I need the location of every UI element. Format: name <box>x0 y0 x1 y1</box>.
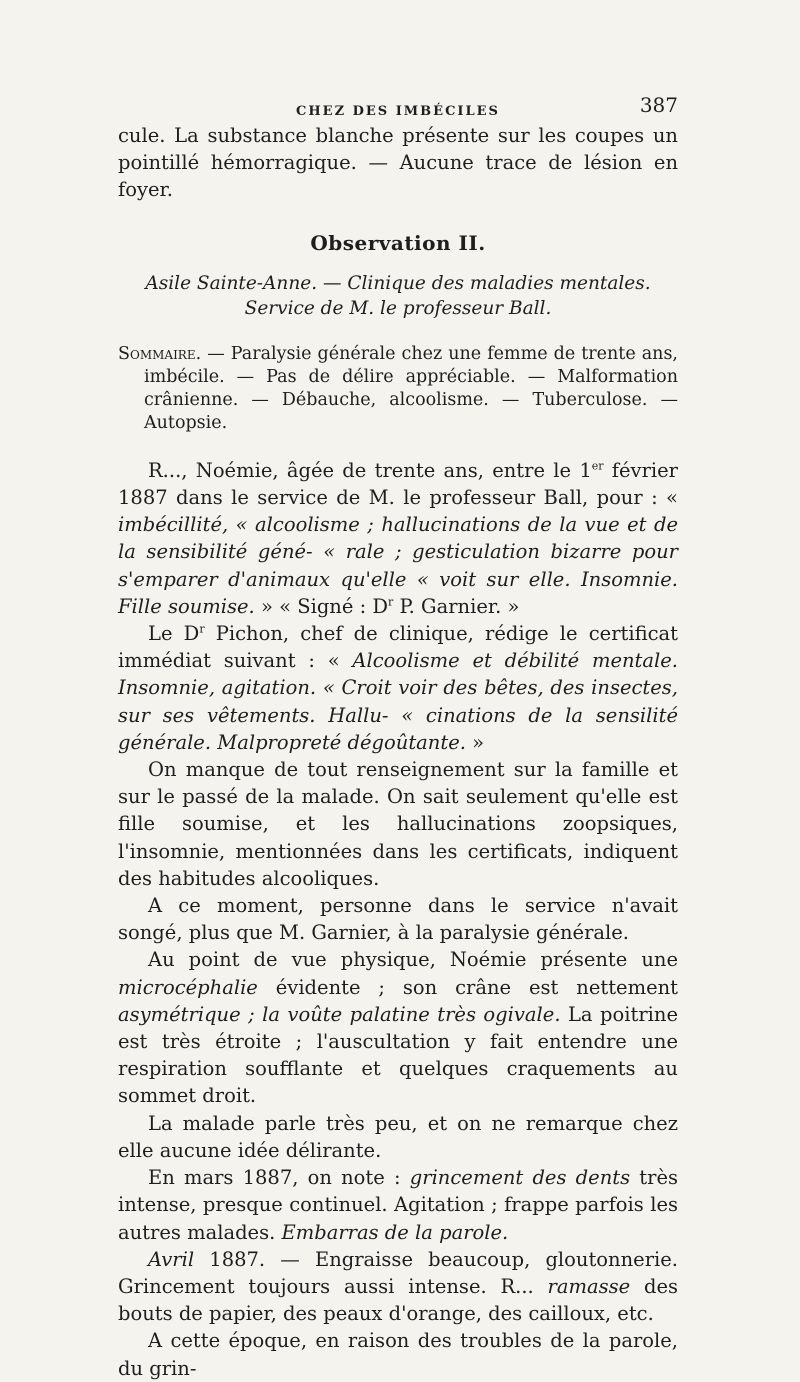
p2-text-b: Pichon, chef de clinique, rédige le certificat immédiat suivant : « <box>118 622 678 673</box>
paragraph-march <box>118 1164 678 1246</box>
paragraph-physical <box>118 946 678 1109</box>
p5-italic-2: asymétrique ; la voûte palatine très ogivale. <box>118 1002 561 1026</box>
p8-italic-1: Avril <box>148 1247 195 1271</box>
sommaire <box>118 343 678 435</box>
p8-text-a: 1887. — Engraisse beaucoup, gloutonnerie. Grincement toujours aussi intense. R... <box>118 1247 678 1298</box>
page-number: 387 <box>639 93 678 117</box>
p1-text-c: » « Signé : D <box>254 594 388 618</box>
p7-italic-2: Embarras de la parole. <box>281 1220 509 1244</box>
p5-text-a: Au point de vue physique, Noémie présente une <box>148 948 678 972</box>
p5-text-b: évidente ; son crâne est nettement <box>257 975 678 999</box>
p2-text-c: » <box>465 730 485 754</box>
sommaire-text: — Paralysie générale chez une femme de trente ans, imbécile. — Pas de délire appréciable. — Malformation crânienne. — Débauche, alcoolisme. — Tuberculose. — Autopsie. <box>144 343 678 433</box>
paragraph-admission <box>118 457 678 620</box>
paragraph-history: On manque de tout renseignement sur la famille et sur le passé de la malade. On sait seulement qu'elle est fille soumise, et les hallucinations zoopsiques, l'insomnie, mentionnées dans les certificats, indiquent des habitudes alcooliques. <box>118 758 678 890</box>
continuation-paragraph: cule. La substance blanche présente sur les coupes un pointillé hémorragique. — Aucune trace de lésion en foyer. <box>118 124 678 202</box>
paragraph-april <box>118 1246 678 1328</box>
paragraph-diagnosis: A ce moment, personne dans le service n'avait songé, plus que M. Garnier, à la paralysie générale. <box>118 894 678 945</box>
p5-italic-1: microcéphalie <box>118 975 258 999</box>
p5-text-c: La poitrine est très étroite ; l'auscultation y fait entendre une respiration soufflante et quelques craquements au sommet droit. <box>118 1002 678 1108</box>
p7-text-a: En mars 1887, on note : <box>148 1166 410 1190</box>
paragraph-speech: La malade parle très peu, et on ne remarque chez elle aucune idée délirante. <box>118 1111 678 1162</box>
observation-subtitle-1: Asile Sainte-Anne. — Clinique des maladies mentales. <box>145 272 651 294</box>
p2-text-a: Le D <box>148 622 200 646</box>
p2-sup: r <box>199 622 205 636</box>
running-title: CHEZ DES IMBÉCILES <box>296 104 500 119</box>
p8-italic-2: ramasse <box>547 1274 631 1298</box>
p8-text-b: des bouts de papier, des peaux d'orange, des cailloux, etc. <box>118 1274 678 1326</box>
p1-text-b: février 1887 dans le service de M. le professeur Ball, pour : « <box>118 458 678 510</box>
p1-sup: er <box>591 459 604 473</box>
p1-text-a: R..., Noémie, âgée de trente ans, entre le 1 <box>148 458 592 482</box>
paragraph-epoch: A cette époque, en raison des troubles de la parole, du grin- <box>118 1329 678 1380</box>
p2-certificate-quote: Alcoolisme et débilité mentale. Insomnie, agitation. « Croit voir des bêtes, des insectes, sur ses vêtements. Hallu- « cinations de la sensilité générale. Malpropreté dégoûtante. <box>118 649 678 754</box>
p7-italic-1: grincement des dents <box>409 1166 631 1190</box>
body-text <box>118 457 678 1382</box>
p1-certificate-quote: imbécillité, « alcoolisme ; hallucinations de la vue et de la sensibilité géné- « rale ; gesticulation bizarre pour s'emparer d'animaux qu'elle « voit sur elle. Insomnie. Fille soumise. <box>118 513 678 618</box>
running-head <box>118 92 678 122</box>
p1-text-d: P. Garnier. » <box>393 594 520 618</box>
p7-text-b: très intense, presque continuel. Agitation ; frappe parfois les autres malades. <box>118 1166 678 1244</box>
observation-title: Observation II. <box>310 230 486 255</box>
page <box>118 92 678 1382</box>
paragraph-pichon <box>118 620 678 756</box>
observation-subtitle-2: Service de M. le professeur Ball. <box>244 297 552 319</box>
p1-sup2: r <box>388 595 394 609</box>
sommaire-lead: Sommaire. <box>118 343 202 364</box>
